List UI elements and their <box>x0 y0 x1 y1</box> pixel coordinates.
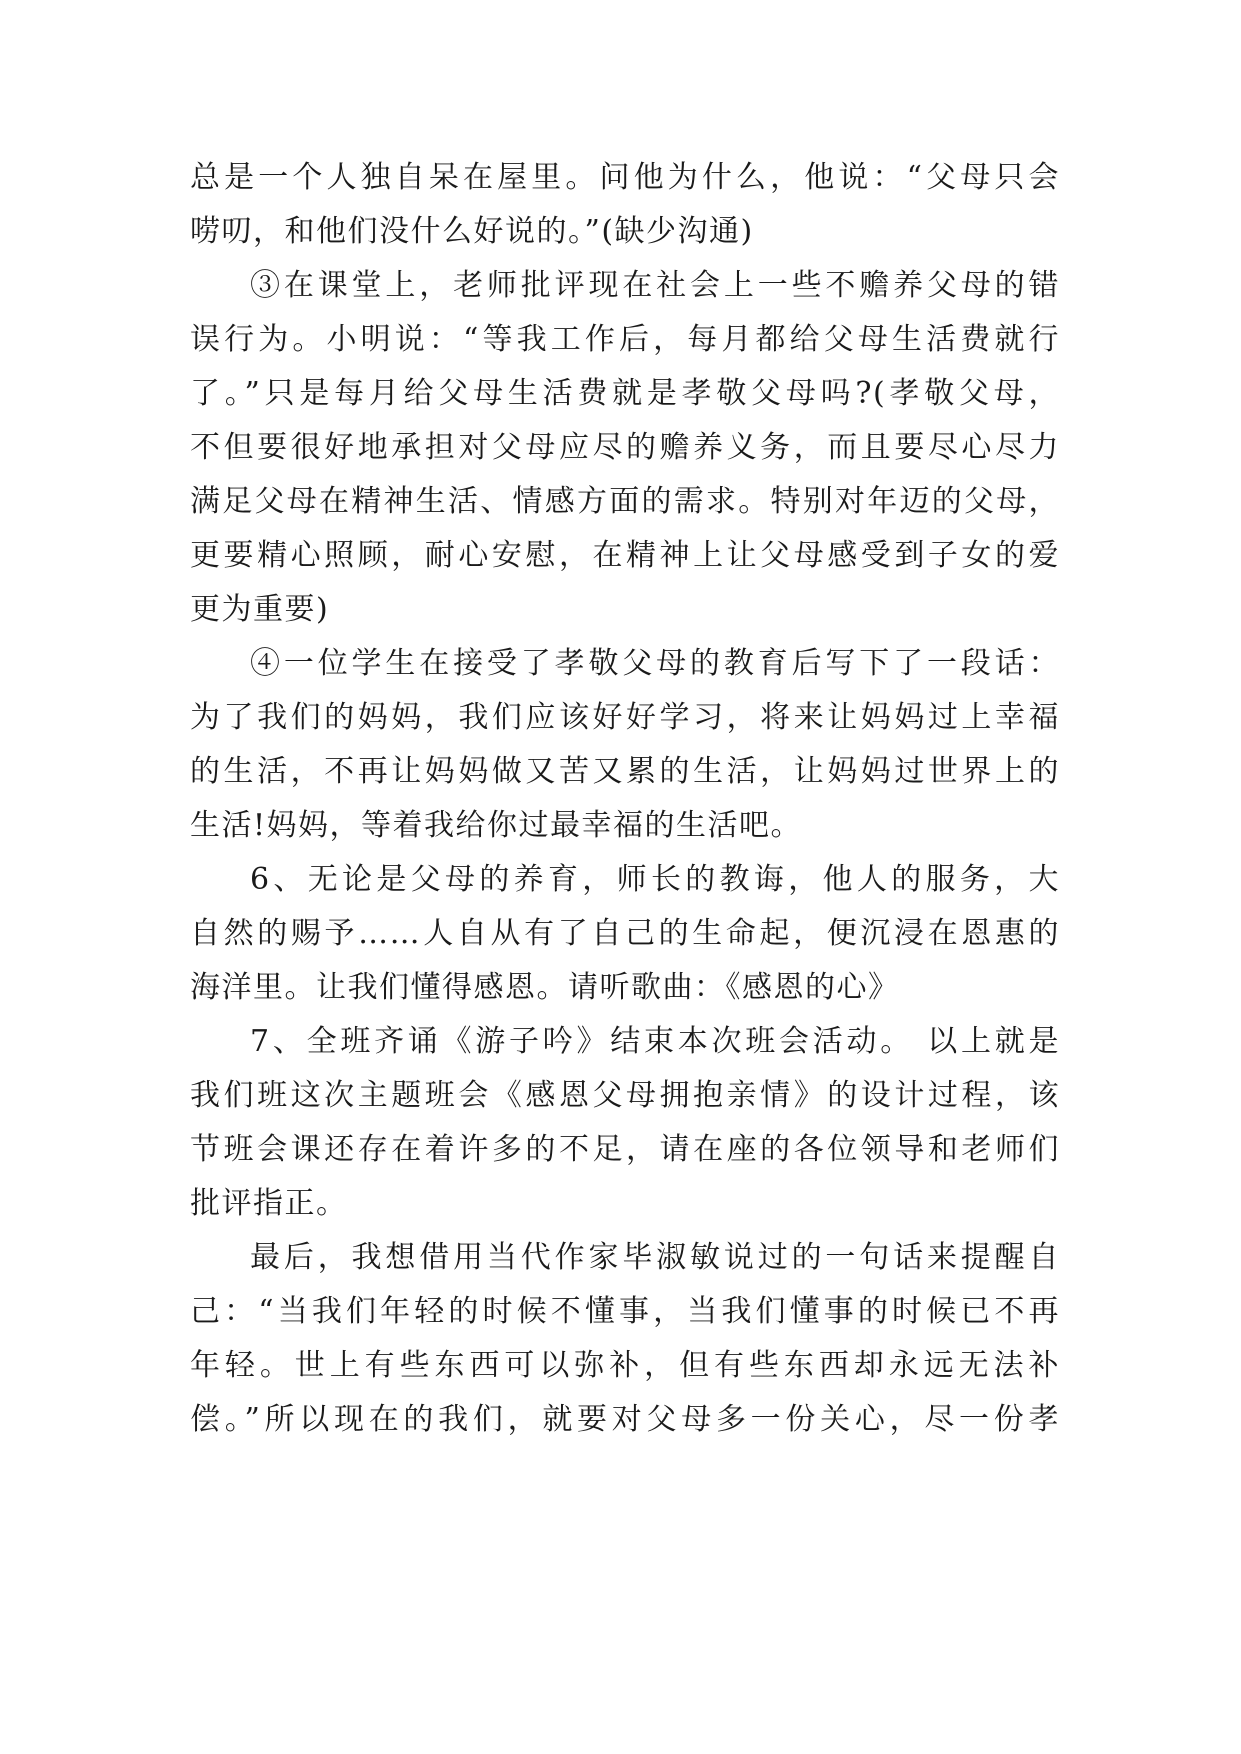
text-line: 误行为。小明说：“等我工作后，每月都给父母生活费就行 <box>190 322 1060 357</box>
paragraph-start: 最后，我想借用当代作家毕淑敏说过的一句话来提醒自 <box>250 1240 1060 1275</box>
text-line: 偿。”所以现在的我们，就要对父母多一份关心，尽一份孝 <box>190 1402 1060 1437</box>
paragraph-start: ③在课堂上，老师批评现在社会上一些不赡养父母的错 <box>250 268 1060 303</box>
paragraph-start: 6、无论是父母的养育，师长的教诲，他人的服务，大 <box>250 862 1060 897</box>
text-line: 更要精心照顾，耐心安慰，在精神上让父母感受到子女的爱 <box>190 538 1060 573</box>
text-line: 的生活，不再让妈妈做又苦又累的生活，让妈妈过世界上的 <box>190 754 1060 789</box>
text-line: 不但要很好地承担对父母应尽的赡养义务，而且要尽心尽力 <box>190 430 1060 465</box>
text-line: 生活!妈妈，等着我给你过最幸福的生活吧。 <box>190 808 803 843</box>
text-line: 了。”只是每月给父母生活费就是孝敬父母吗?(孝敬父母， <box>190 376 1060 411</box>
text-line: 自然的赐予……人自从有了自己的生命起，便沉浸在恩惠的 <box>190 916 1060 951</box>
text-line: 己：“当我们年轻的时候不懂事，当我们懂事的时候已不再 <box>190 1294 1060 1329</box>
text-line: 海洋里。让我们懂得感恩。请听歌曲：《感恩的心》 <box>190 970 900 1005</box>
text-line: 节班会课还存在着许多的不足，请在座的各位领导和老师们 <box>190 1132 1060 1167</box>
text-line: 我们班这次主题班会《感恩父母拥抱亲情》的设计过程，该 <box>190 1078 1060 1113</box>
paragraph-start: ④一位学生在接受了孝敬父母的教育后写下了一段话： <box>250 646 1060 681</box>
text-line: 批评指正。 <box>190 1186 348 1221</box>
text-line: 总是一个人独自呆在屋里。问他为什么，他说：“父母只会 <box>190 160 1060 195</box>
text-line: 满足父母在精神生活、情感方面的需求。特别对年迈的父母， <box>190 484 1060 519</box>
text-line: 更为重要) <box>190 592 330 627</box>
text-line: 年轻。世上有些东西可以弥补，但有些东西却永远无法补 <box>190 1348 1060 1383</box>
text-line: 为了我们的妈妈，我们应该好好学习，将来让妈妈过上幸福 <box>190 700 1060 735</box>
text-line: 唠叨，和他们没什么好说的。”(缺少沟通) <box>190 214 754 249</box>
paragraph-start: 7、全班齐诵《游子吟》结束本次班会活动。 以上就是 <box>250 1024 1060 1059</box>
